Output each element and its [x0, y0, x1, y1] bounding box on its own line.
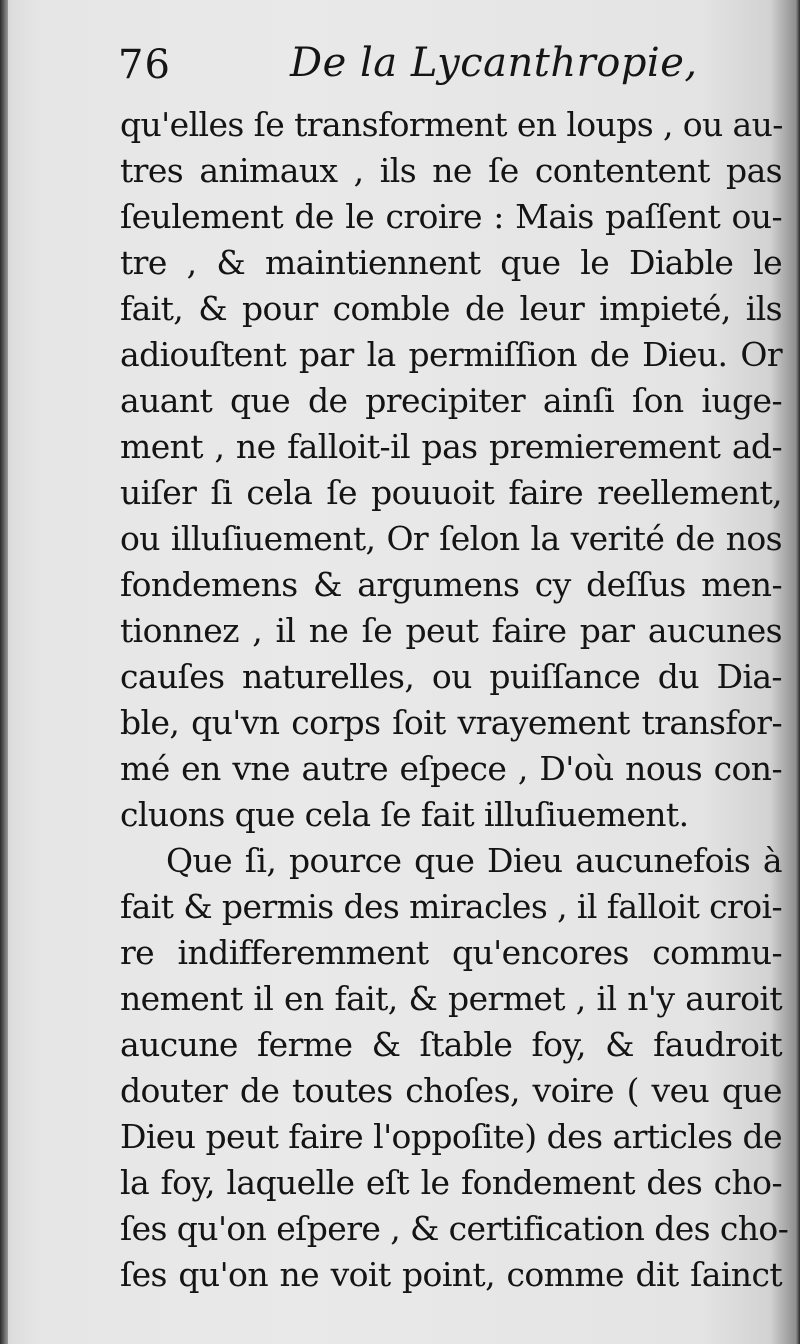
text-line: Que ſi, pource que Dieu aucunefois à — [166, 841, 782, 880]
text-line: douter de toutes choſes, voire ( veu que — [120, 1071, 782, 1110]
paragraph-1 — [120, 102, 782, 838]
body-text — [120, 102, 789, 1298]
text-line: fait, & pour comble de leur impieté, ils — [120, 289, 782, 328]
paragraph-2 — [120, 838, 789, 1298]
text-line: re indifferemment qu'encores commu- — [120, 933, 782, 972]
text-line: uiſer ſi cela ſe pouuoit faire reellement, — [120, 473, 782, 512]
text-line: Dieu peut faire l'oppoſite) des articles de — [120, 1117, 782, 1156]
text-line: nement il en fait, & permet , il n'y auroit — [120, 979, 782, 1018]
text-line: la foy, laquelle eſt le fondement des cho- — [120, 1163, 782, 1202]
text-line: cluons que cela ſe fait illuſiuement. — [120, 795, 689, 834]
page-header — [118, 40, 778, 100]
running-head: De la Lycanthropie, — [290, 40, 698, 86]
text-line: aucune ferme & ſtable foy, & faudroit — [120, 1025, 782, 1064]
text-line: mé en vne autre eſpece , D'où nous con- — [120, 749, 782, 788]
page-number: 76 — [118, 42, 171, 88]
text-line: tre , & maintiennent que le Diable le — [120, 243, 782, 282]
page-gutter-shadow — [0, 0, 8, 1344]
text-line: fait & permis des miracles , il falloit croi- — [120, 887, 782, 926]
text-line: tionnez , il ne ſe peut faire par aucunes — [120, 611, 782, 650]
text-line: auant que de precipiter ainſi ſon iuge- — [120, 381, 782, 420]
text-line: adiouſtent par la permiſſion de Dieu. Or — [120, 335, 782, 374]
text-line: ment , ne falloit-il pas premierement ad- — [120, 427, 782, 466]
text-line: ble, qu'vn corps ſoit vrayement transfor- — [120, 703, 782, 742]
text-line: ou illuſiuement, Or ſelon la verité de nos — [120, 519, 782, 558]
text-line: fondemens & argumens cy deſſus men- — [120, 565, 782, 604]
text-line: qu'elles ſe transforment en loups , ou au- — [120, 105, 783, 144]
text-line: tres animaux , ils ne ſe contentent pas — [120, 151, 782, 190]
text-line: ſes qu'on ne voit point, comme dit ſainct — [120, 1255, 782, 1294]
text-line: ſes qu'on eſpere , & certification des cho- — [120, 1209, 789, 1248]
text-line: cauſes naturelles, ou puiſſance du Dia- — [120, 657, 782, 696]
text-line: ſeulement de le croire : Mais paſſent ou- — [120, 197, 782, 236]
